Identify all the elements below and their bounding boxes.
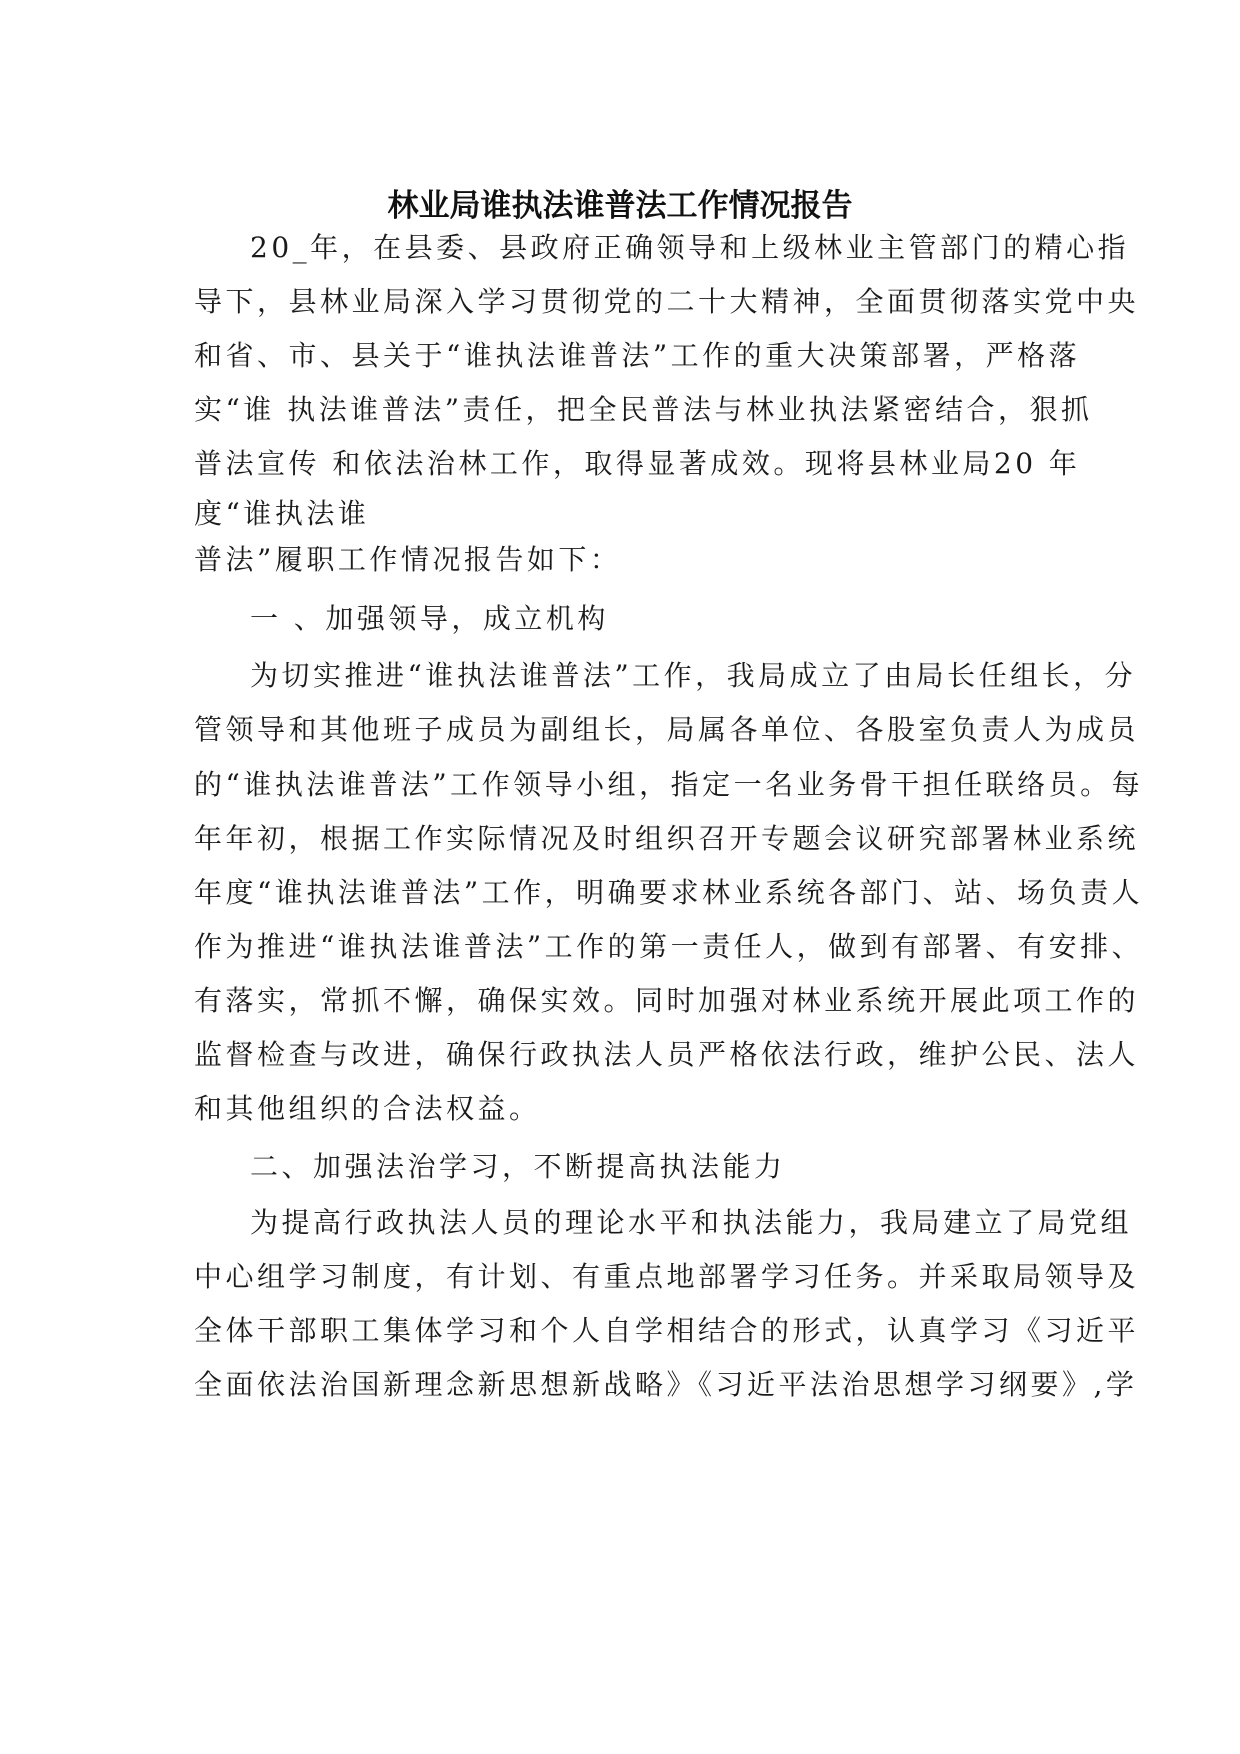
intro-line: 普法宣传 和依法治林工作，取得显著成效。现将县林业局20 年 (194, 447, 1081, 480)
section-heading: 一 、加强领导，成立机构 (250, 602, 609, 635)
document-title: 林业局谁执法谁普法工作情况报告 (387, 188, 853, 224)
section-line: 和其他组织的合法权益。 (194, 1092, 541, 1125)
section-line: 作为推进“谁执法谁普法”工作的第一责任人，做到有部署、有安排、 (194, 930, 1144, 963)
intro-line: 导下，县林业局深入学习贯彻党的二十大精神，全面贯彻落实党中央 (194, 285, 1140, 318)
intro-line: 度“谁执法谁 (194, 497, 370, 530)
intro-line: 实“谁 执法谁普法”责任，把全民普法与林业执法紧密结合，狠抓 (194, 393, 1093, 426)
section-line: 全体干部职工集体学习和个人自学相结合的形式，认真学习《习近平 (194, 1314, 1140, 1347)
section-line: 全面依法治国新理念新思想新战略》《习近平法治思想学习纲要》,学 (194, 1368, 1138, 1401)
section-heading: 二、加强法治学习，不断提高执法能力 (250, 1150, 786, 1183)
intro-line: 普法”履职工作情况报告如下： (194, 543, 622, 576)
section-line: 有落实，常抓不懈，确保实效。同时加强对林业系统开展此项工作的 (194, 984, 1140, 1017)
section-line: 年度“谁执法谁普法”工作，明确要求林业系统各部门、站、场负责人 (194, 876, 1144, 909)
section-line: 管领导和其他班子成员为副组长，局属各单位、各股室负责人为成员 (194, 713, 1140, 746)
section-line: 的“谁执法谁普法”工作领导小组，指定一名业务骨干担任联络员。每 (194, 768, 1144, 801)
section-line: 年年初，根据工作实际情况及时组织召开专题会议研究部署林业系统 (194, 822, 1140, 855)
intro-line: 20_年，在县委、县政府正确领导和上级林业主管部门的精心指 (250, 231, 1130, 264)
intro-line: 和省、市、县关于“谁执法谁普法”工作的重大决策部署，严格落 (194, 339, 1081, 372)
section-line: 为提高行政执法人员的理论水平和执法能力，我局建立了局党组 (250, 1206, 1133, 1239)
section-line: 中心组学习制度，有计划、有重点地部署学习任务。并采取局领导及 (194, 1260, 1140, 1293)
section-line: 为切实推进“谁执法谁普法”工作，我局成立了由局长任组长，分 (250, 659, 1137, 692)
section-line: 监督检查与改进，确保行政执法人员严格依法行政，维护公民、法人 (194, 1038, 1140, 1071)
